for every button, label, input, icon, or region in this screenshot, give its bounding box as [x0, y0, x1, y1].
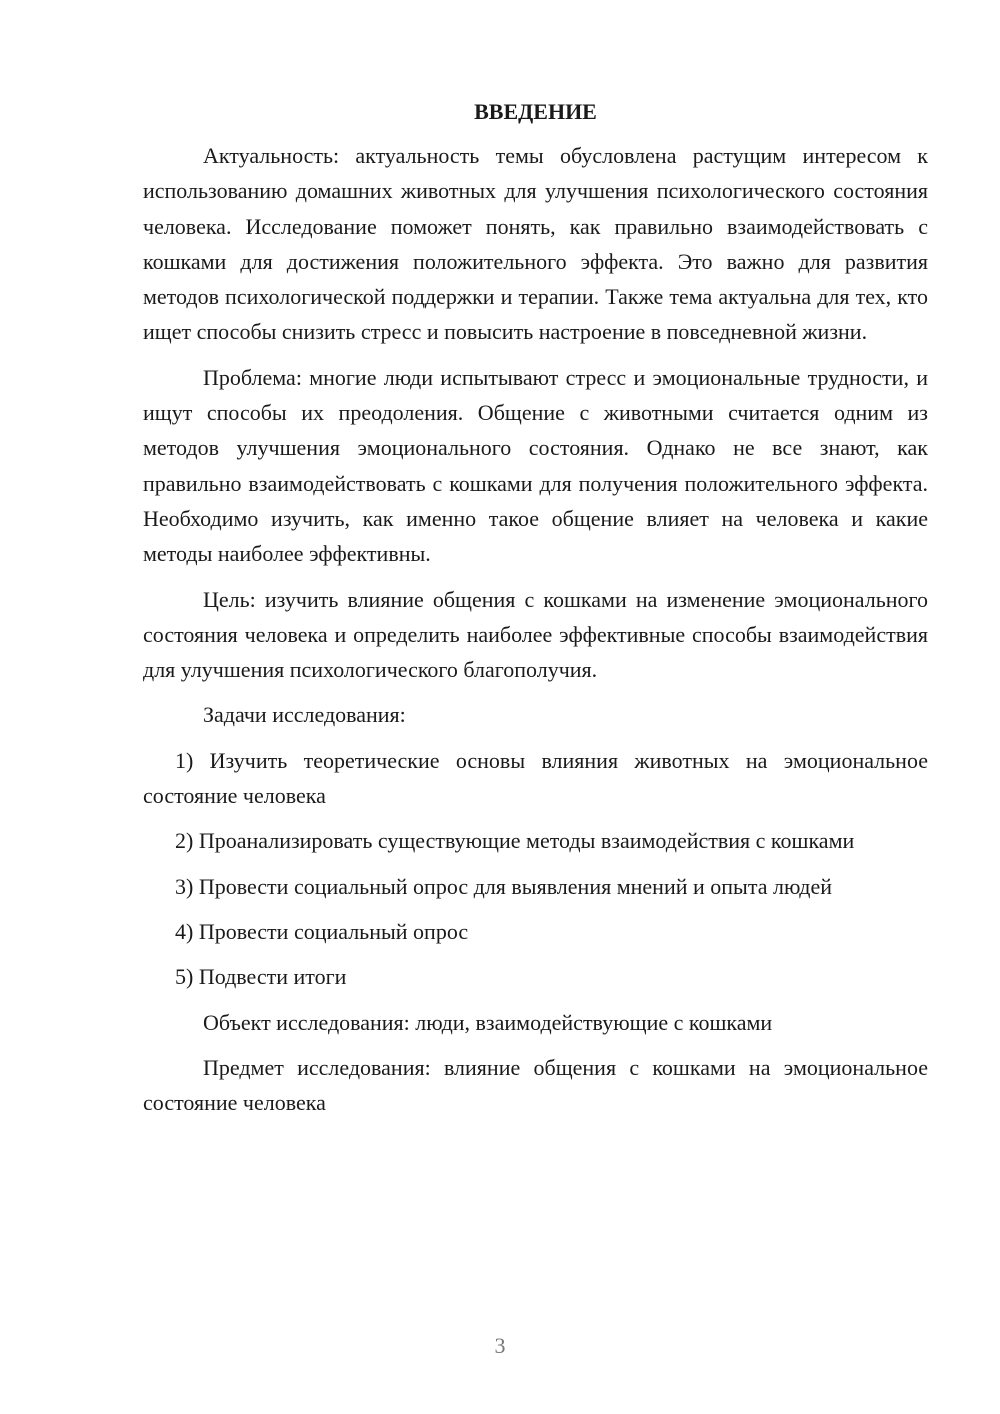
- task-item-3: 3) Провести социальный опрос для выявления мнений и опыта людей: [175, 873, 833, 899]
- goal-paragraph: Цель: изучить влияние общения с кошками на изменение эмоционального состояния человека и определить наиболее эффективные способы взаимодействия для улучшения психологического благополучия.: [143, 586, 928, 683]
- section-heading: ВВЕДЕНИЕ: [474, 99, 597, 124]
- task-item-4: 4) Провести социальный опрос: [175, 918, 469, 944]
- task-item-2: 2) Проанализировать существующие методы взаимодействия с кошками: [175, 828, 855, 854]
- task-item-5: 5) Подвести итоги: [175, 964, 347, 990]
- document-page: [143, 96, 928, 1130]
- task-item-1: 1) Изучить теоретические основы влияния животных на эмоциональное состояние человека: [143, 747, 928, 809]
- page-number: 3: [494, 1333, 506, 1358]
- tasks-title: Задачи исследования:: [203, 702, 406, 728]
- object-paragraph: Объект исследования: люди, взаимодействующие с кошками: [203, 1009, 773, 1035]
- problem-paragraph: Проблема: многие люди испытывают стресс и эмоциональные трудности, и ищут способы их преодоления. Общение с животными считается одним из методов улучшения эмоционального состояния. Однако не все знают, как правильно взаимодействовать с кошками для получения положительного эффекта. Необходимо изучить, как именно такое общение влияет на человека и какие методы наиболее эффективны.: [143, 364, 928, 567]
- relevance-paragraph: Актуальность: актуальность темы обусловлена растущим интересом к использованию домашних животных для улучшения психологического состояния человека. Исследование поможет понять, как правильно взаимодействовать с кошками для достижения положительного эффекта. Это важно для развития методов психологической поддержки и терапии. Также тема актуальна для тех, кто ищет способы снизить стресс и повысить настроение в повседневной жизни.: [143, 143, 928, 345]
- subject-paragraph: Предмет исследования: влияние общения с кошками на эмоциональное состояние человека: [143, 1054, 928, 1116]
